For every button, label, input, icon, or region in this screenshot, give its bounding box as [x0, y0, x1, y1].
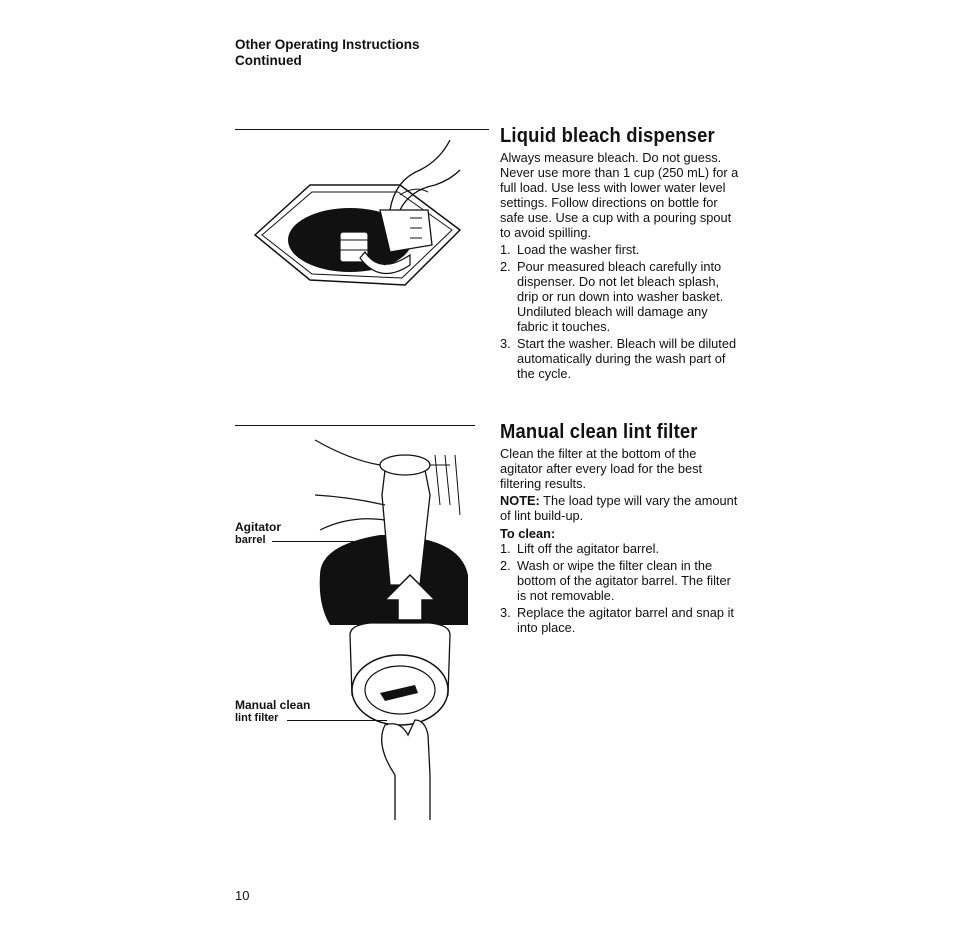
- agitator-barrel-callout: [235, 521, 281, 547]
- filter-callout-line1: Manual clean: [235, 698, 311, 712]
- step-number: 2.: [500, 558, 511, 573]
- agitator-callout-line1: Agitator: [235, 520, 281, 534]
- bleach-section-body: [500, 150, 740, 383]
- section-header-subtitle: Continued: [235, 53, 302, 68]
- step-text: Load the washer first.: [517, 242, 640, 257]
- step-text: Wash or wipe the filter clean in the bottom of the agitator barrel. The filter is not removable.: [517, 558, 731, 603]
- top-left-rule: [235, 129, 489, 130]
- lint-note: [500, 493, 740, 523]
- lint-intro: Clean the filter at the bottom of the agitator after every load for the best filtering results.: [500, 446, 703, 491]
- bleach-intro: Always measure bleach. Do not guess. Never use more than 1 cup (250 mL) for a full load. Use less with lower water level settings. Follow directions on bottle for safe use. Use a cup with a pouring spout to avoid spilling.: [500, 150, 739, 240]
- lint-step: [500, 605, 740, 635]
- lint-section-body: [500, 446, 740, 637]
- step-text: Start the washer. Bleach will be diluted automatically during the wash part of the cycle.: [517, 336, 737, 381]
- agitator-callout-line2: barrel: [235, 534, 266, 546]
- bleach-dispenser-illustration: [250, 140, 465, 300]
- filter-callout-line2: lint filter: [235, 712, 279, 724]
- section-header-title: Other Operating Instructions: [235, 37, 420, 52]
- lint-filter-illustration: [290, 435, 475, 820]
- to-clean-heading: To clean:: [500, 526, 556, 541]
- lint-filter-callout: [235, 699, 310, 725]
- step-text: Replace the agitator barrel and snap it into place.: [517, 605, 734, 635]
- note-label: NOTE:: [500, 493, 540, 508]
- lint-section-title: Manual clean lint filter: [500, 421, 698, 443]
- note-text: The load type will vary the amount of lint build-up.: [500, 493, 738, 523]
- lint-step: [500, 558, 740, 603]
- bleach-steps: [500, 242, 740, 381]
- page-number: 10: [235, 888, 250, 903]
- step-number: 1.: [500, 242, 511, 257]
- step-number: 1.: [500, 541, 511, 556]
- bleach-section-title: Liquid bleach dispenser: [500, 125, 715, 147]
- filter-leader-line: [287, 720, 387, 721]
- step-text: Lift off the agitator barrel.: [517, 541, 660, 556]
- step-number: 2.: [500, 259, 511, 274]
- lint-steps: [500, 541, 740, 635]
- bleach-step: [500, 336, 740, 381]
- step-number: 3.: [500, 336, 511, 351]
- agitator-leader-line: [272, 541, 384, 542]
- section-header: [235, 37, 420, 69]
- bleach-step: [500, 259, 740, 334]
- step-text: Pour measured bleach carefully into dispenser. Do not let bleach splash, drip or run down into washer basket. Undiluted bleach will damage any fabric it touches.: [517, 259, 724, 334]
- middle-left-rule: [235, 425, 475, 426]
- bleach-step: [500, 242, 740, 257]
- step-number: 3.: [500, 605, 511, 620]
- lint-step: [500, 541, 740, 556]
